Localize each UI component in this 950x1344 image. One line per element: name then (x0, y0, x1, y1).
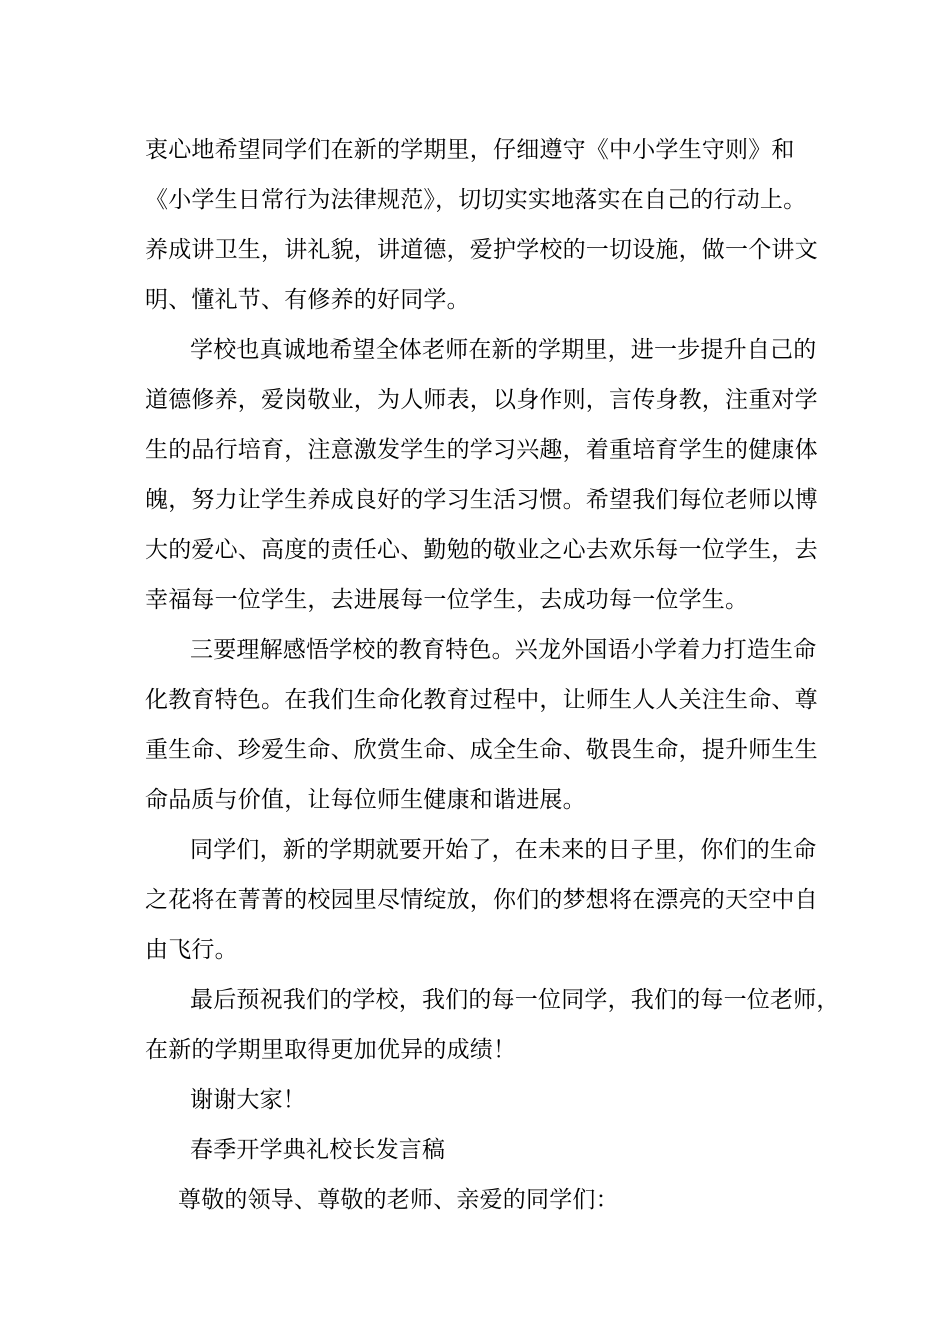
text-line: 最后预祝我们的学校，我们的每一位同学，我们的每一位老师， (190, 987, 840, 1013)
text-line: 化教育特色。在我们生命化教育过程中，让师生人人关注生命、尊 (145, 687, 818, 713)
text-line: 由飞行。 (145, 937, 238, 963)
section-title: 春季开学典礼校长发言稿 (190, 1137, 446, 1163)
text-line: 衷心地希望同学们在新的学期里，仔细遵守《中小学生守则》和 (145, 137, 795, 163)
text-line: 学校也真诚地希望全体老师在新的学期里，进一步提升自己的 (190, 337, 817, 363)
text-line: 谢谢大家！ (190, 1087, 306, 1113)
text-line: 命品质与价值，让每位师生健康和谐进展。 (145, 787, 586, 813)
text-line: 养成讲卫生，讲礼貌，讲道德，爱护学校的一切设施，做一个讲文 (145, 237, 818, 263)
text-line: 《小学生日常行为法律规范》，切切实实地落实在自己的行动上。 (145, 187, 807, 213)
salutation: 尊敬的领导、尊敬的老师、亲爱的同学们： (178, 1187, 619, 1213)
text-line: 重生命、珍爱生命、欣赏生命、成全生命、敬畏生命，提升师生生 (145, 737, 818, 763)
text-line: 之花将在菁菁的校园里尽情绽放，你们的梦想将在漂亮的天空中自 (145, 887, 818, 913)
text-line: 生的品行培育，注意激发学生的学习兴趣，着重培育学生的健康体 (145, 437, 818, 463)
text-line: 在新的学期里取得更加优异的成绩！ (145, 1037, 517, 1063)
text-line: 大的爱心、高度的责任心、勤勉的敬业之心去欢乐每一位学生，去 (145, 537, 818, 563)
text-line: 魄，努力让学生养成良好的学习生活习惯。希望我们每位老师以博 (145, 487, 818, 513)
text-line: 幸福每一位学生，去进展每一位学生，去成功每一位学生。 (145, 587, 749, 613)
text-line: 同学们，新的学期就要开始了，在未来的日子里，你们的生命 (190, 837, 817, 863)
text-line: 明、懂礼节、有修养的好同学。 (145, 287, 470, 313)
text-line: 道德修养，爱岗敬业，为人师表，以身作则，言传身教，注重对学 (145, 387, 818, 413)
text-line: 三要理解感悟学校的教育特色。兴龙外国语小学着力打造生命 (190, 637, 817, 663)
